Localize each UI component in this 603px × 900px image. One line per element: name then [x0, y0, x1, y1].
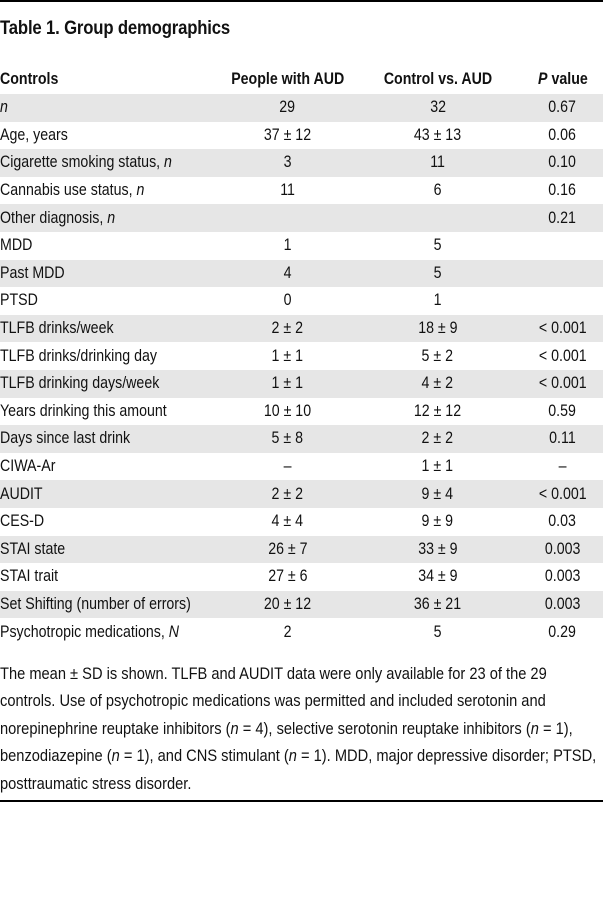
row-p-value: 0.003 [522, 536, 603, 564]
row-controls-value: 5 ± 8 [222, 425, 353, 453]
footnote-n-4: n [288, 746, 297, 766]
row-p-value [522, 232, 603, 260]
row-p-value: 0.06 [548, 125, 577, 144]
row-label: Set Shifting (number of errors) [0, 591, 222, 619]
table-row [0, 315, 603, 343]
row-label: TLFB drinks/drinking day [0, 346, 157, 365]
row-label: CES-D [0, 512, 45, 531]
table-title: Table 1. Group demographics [0, 18, 230, 39]
row-controls-value: 26 ± 7 [222, 536, 353, 564]
row-controls-value: 2 ± 2 [222, 480, 353, 508]
row-p-value: – [558, 457, 567, 476]
row-aud-value: 9 ± 9 [421, 512, 454, 531]
demographics-table [0, 64, 603, 646]
row-p-value: 0.11 [522, 425, 603, 453]
row-label: CIWA-Ar [0, 457, 56, 476]
row-controls-value: 10 ± 10 [264, 401, 312, 420]
table-header-row [0, 64, 603, 94]
row-controls-value: 1 ± 1 [222, 370, 353, 398]
footnote-text-5: = 1). MDD, major depressive disorder; PTSD, posttraumatic stress disorder. [0, 746, 597, 793]
row-controls-value: 27 ± 6 [267, 567, 308, 586]
row-controls-value: – [283, 457, 292, 476]
row-label: TLFB drinking days/week [0, 370, 222, 398]
table-row [0, 204, 603, 232]
row-label: STAI state [0, 536, 222, 564]
header-control-vs-aud: Control vs. AUD [383, 69, 492, 88]
table-row [0, 453, 603, 481]
row-aud-value: 18 ± 9 [353, 315, 522, 343]
row-controls-value: 2 ± 2 [222, 315, 353, 343]
footnote-text-1: The mean ± SD is shown. TLFB and AUDIT data were only available for 23 of the 29 controls. Use of psychotropic medications was permitted and included serotonin and norepinephrine reuptake inhibitors ( [0, 664, 547, 738]
table-footnote [0, 660, 603, 797]
row-aud-value: 32 [353, 94, 522, 122]
row-aud-value: 12 ± 12 [414, 401, 462, 420]
header-controls: Controls [0, 69, 59, 88]
row-controls-value: 0 [283, 291, 292, 310]
table-row [0, 94, 603, 122]
row-aud-value: 6 [433, 181, 442, 200]
row-aud-value: 36 ± 21 [353, 591, 522, 619]
table-row [0, 425, 603, 453]
row-aud-value [353, 204, 522, 232]
row-controls-value: 29 [222, 94, 353, 122]
table-body [0, 94, 603, 646]
row-label: Past MDD [0, 260, 222, 288]
table-row [0, 591, 603, 619]
row-controls-value: 2 [283, 622, 292, 641]
row-aud-value: 9 ± 4 [353, 480, 522, 508]
row-aud-value: 5 ± 2 [421, 346, 454, 365]
footnote-n-1: n [230, 718, 239, 738]
footnote-text-2: = 4), selective serotonin reuptake inhibitors ( [238, 718, 531, 738]
row-controls-value: 1 [283, 236, 292, 255]
row-label: Psychotropic medications, N [0, 622, 180, 641]
table-row [0, 508, 603, 536]
row-controls-value: 4 ± 4 [271, 512, 304, 531]
row-p-value: 0.59 [548, 401, 577, 420]
row-p-value: 0.16 [548, 181, 577, 200]
p-italic: P [537, 69, 548, 88]
header-p-value [522, 64, 603, 94]
row-aud-value: 1 ± 1 [421, 457, 454, 476]
row-p-value: 0.21 [522, 204, 603, 232]
row-controls-value: 20 ± 12 [222, 591, 353, 619]
row-p-value: 0.29 [548, 622, 577, 641]
row-p-value: 0.03 [548, 512, 577, 531]
row-label: Age, years [0, 125, 68, 144]
row-aud-value: 5 [433, 622, 442, 641]
table-row [0, 177, 603, 205]
table-row [0, 398, 603, 426]
top-rule [0, 0, 603, 2]
row-label: Cannabis use status, n [0, 181, 145, 200]
footnote-text-3: = 1), benzodiazepine ( [0, 718, 573, 766]
table-row [0, 618, 603, 646]
row-label: STAI trait [0, 567, 59, 586]
row-controls-value: 3 [222, 149, 353, 177]
table-row [0, 536, 603, 564]
row-controls-value: 37 ± 12 [264, 125, 312, 144]
row-p-value: < 0.001 [522, 370, 603, 398]
row-label: AUDIT [0, 480, 222, 508]
row-label: PTSD [0, 291, 38, 310]
table-row [0, 122, 603, 150]
row-aud-value: 33 ± 9 [353, 536, 522, 564]
row-aud-value: 34 ± 9 [418, 567, 458, 586]
row-p-value: 0.10 [522, 149, 603, 177]
row-aud-value: 4 ± 2 [353, 370, 522, 398]
table-row [0, 480, 603, 508]
row-p-value [522, 260, 603, 288]
row-p-value: 0.003 [522, 591, 603, 619]
row-controls-value [222, 204, 353, 232]
header-people-with-aud: People with AUD [231, 69, 345, 88]
footnote-n-2: n [530, 718, 539, 738]
bottom-rule [0, 800, 603, 802]
row-label: Years drinking this amount [0, 401, 167, 420]
row-p-value: 0.67 [522, 94, 603, 122]
row-p-value: < 0.001 [538, 346, 587, 365]
row-p-value: < 0.001 [522, 315, 603, 343]
table-row [0, 232, 603, 260]
row-aud-value: 2 ± 2 [353, 425, 522, 453]
row-label: Other diagnosis, n [0, 204, 222, 232]
row-label: Days since last drink [0, 425, 222, 453]
row-controls-value: 1 ± 1 [271, 346, 304, 365]
row-aud-value: 1 [433, 291, 442, 310]
table-row [0, 563, 603, 591]
row-p-value: < 0.001 [522, 480, 603, 508]
row-label: n [0, 94, 222, 122]
row-aud-value: 5 [353, 260, 522, 288]
footnote-text-4: = 1), and CNS stimulant ( [119, 746, 289, 766]
row-label: TLFB drinks/week [0, 315, 222, 343]
row-aud-value: 43 ± 13 [414, 125, 462, 144]
table-row [0, 149, 603, 177]
table-row [0, 370, 603, 398]
row-p-value [522, 287, 603, 315]
row-label: MDD [0, 236, 33, 255]
table-row [0, 260, 603, 288]
table-row [0, 287, 603, 315]
footnote-n-3: n [111, 746, 120, 766]
row-label: Cigarette smoking status, n [0, 149, 222, 177]
p-rest: value [547, 69, 588, 88]
row-controls-value: 4 [222, 260, 353, 288]
row-aud-value: 5 [433, 236, 442, 255]
row-aud-value: 11 [353, 149, 522, 177]
row-p-value: 0.003 [544, 567, 581, 586]
table-row [0, 342, 603, 370]
row-controls-value: 11 [280, 181, 295, 200]
